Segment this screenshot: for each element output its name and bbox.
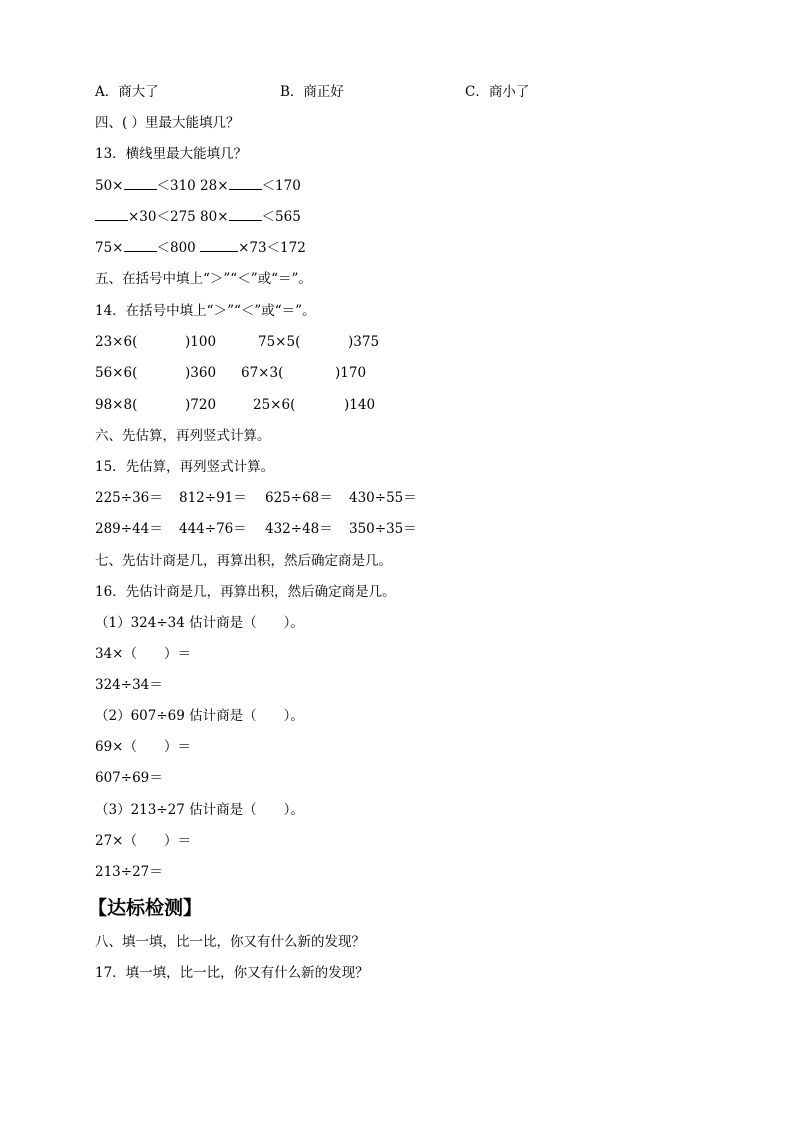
question-14-title: 14．在括号中填上“＞”“＜”或“＝”。 — [95, 303, 316, 319]
question-13-title: 13．横线里最大能填几？ — [95, 146, 248, 162]
division-problem: 625÷68＝ — [265, 490, 333, 506]
q13-r1-text-a: 50× — [95, 178, 124, 194]
q16-line: 324÷34＝ — [95, 677, 163, 693]
q16-line: 213÷27＝ — [95, 864, 163, 880]
compare-expr: 67×3( — [241, 365, 284, 381]
section-4-heading: 四、( ）里最大能填几？ — [95, 115, 240, 131]
compare-value: )100 — [185, 334, 217, 350]
compare-expr: 98×8( — [95, 397, 138, 413]
answer-blank[interactable] — [229, 177, 262, 190]
question-17-title: 17．填一填，比一比，你又有什么新的发现？ — [95, 965, 369, 981]
q13-row-3 — [95, 239, 306, 257]
q16-line: 607÷69＝ — [95, 770, 163, 786]
q13-r1-text-c: ＜170 — [261, 178, 301, 194]
compare-expr: 25×6( — [253, 397, 296, 413]
division-problem: 289÷44＝ — [95, 521, 163, 537]
answer-blank[interactable] — [200, 239, 238, 252]
compare-expr: 23×6( — [95, 334, 138, 350]
question-16-title: 16．先估计商是几，再算出积，然后确定商是几。 — [95, 584, 396, 600]
option-a: A．商大了 — [95, 84, 159, 100]
compare-expr: 75×5( — [258, 334, 301, 350]
q13-r3-text-a: 75× — [95, 240, 124, 256]
compare-value: )140 — [344, 397, 376, 413]
question-15-title: 15．先估算，再列竖式计算。 — [95, 459, 275, 475]
assessment-heading: 【达标检测】 — [88, 897, 203, 919]
section-7-heading: 七、先估计商是几，再算出积，然后确定商是几。 — [95, 553, 392, 569]
division-problem: 350÷35＝ — [349, 521, 417, 537]
compare-value: )375 — [348, 334, 380, 350]
q13-r3-text-c: ×73＜172 — [238, 240, 306, 256]
answer-blank[interactable] — [229, 208, 262, 221]
division-problem: 225÷36＝ — [95, 490, 163, 506]
q16-line: 27×（ ）＝ — [95, 833, 191, 849]
division-problem: 444÷76＝ — [179, 521, 247, 537]
answer-blank[interactable] — [95, 208, 128, 221]
section-8-heading: 八、填一填，比一比，你又有什么新的发现？ — [95, 934, 365, 950]
q13-r2-text-b: ＜565 — [261, 209, 301, 225]
compare-value: )720 — [185, 397, 217, 413]
answer-blank[interactable] — [124, 177, 157, 190]
section-6-heading: 六、先估算，再列竖式计算。 — [95, 428, 271, 444]
q16-line: 69×（ ）＝ — [95, 739, 191, 755]
compare-value: )170 — [335, 365, 367, 381]
division-problem: 430÷55＝ — [349, 490, 417, 506]
section-5-heading: 五、在括号中填上“＞”“＜”或“＝”。 — [95, 271, 312, 287]
answer-blank[interactable] — [124, 239, 157, 252]
division-problem: 432÷48＝ — [265, 521, 333, 537]
q13-row-2 — [95, 208, 301, 226]
q16-line: （3）213÷27 估计商是（ ）。 — [95, 802, 304, 818]
q16-line: （2）607÷69 估计商是（ ）。 — [95, 708, 304, 724]
option-b: B．商正好 — [280, 84, 344, 100]
compare-expr: 56×6( — [95, 365, 138, 381]
option-c: C．商小了 — [465, 84, 530, 100]
compare-value: )360 — [185, 365, 217, 381]
q13-r1-text-b: ＜310 28× — [156, 178, 229, 194]
q13-r2-text-a: ×30＜275 80× — [128, 209, 229, 225]
q16-line: 34×（ ）＝ — [95, 646, 191, 662]
q13-r3-text-b: ＜800 — [156, 240, 201, 256]
division-problem: 812÷91＝ — [179, 490, 247, 506]
q13-row-1 — [95, 177, 301, 195]
q16-line: （1）324÷34 估计商是（ ）。 — [95, 615, 304, 631]
